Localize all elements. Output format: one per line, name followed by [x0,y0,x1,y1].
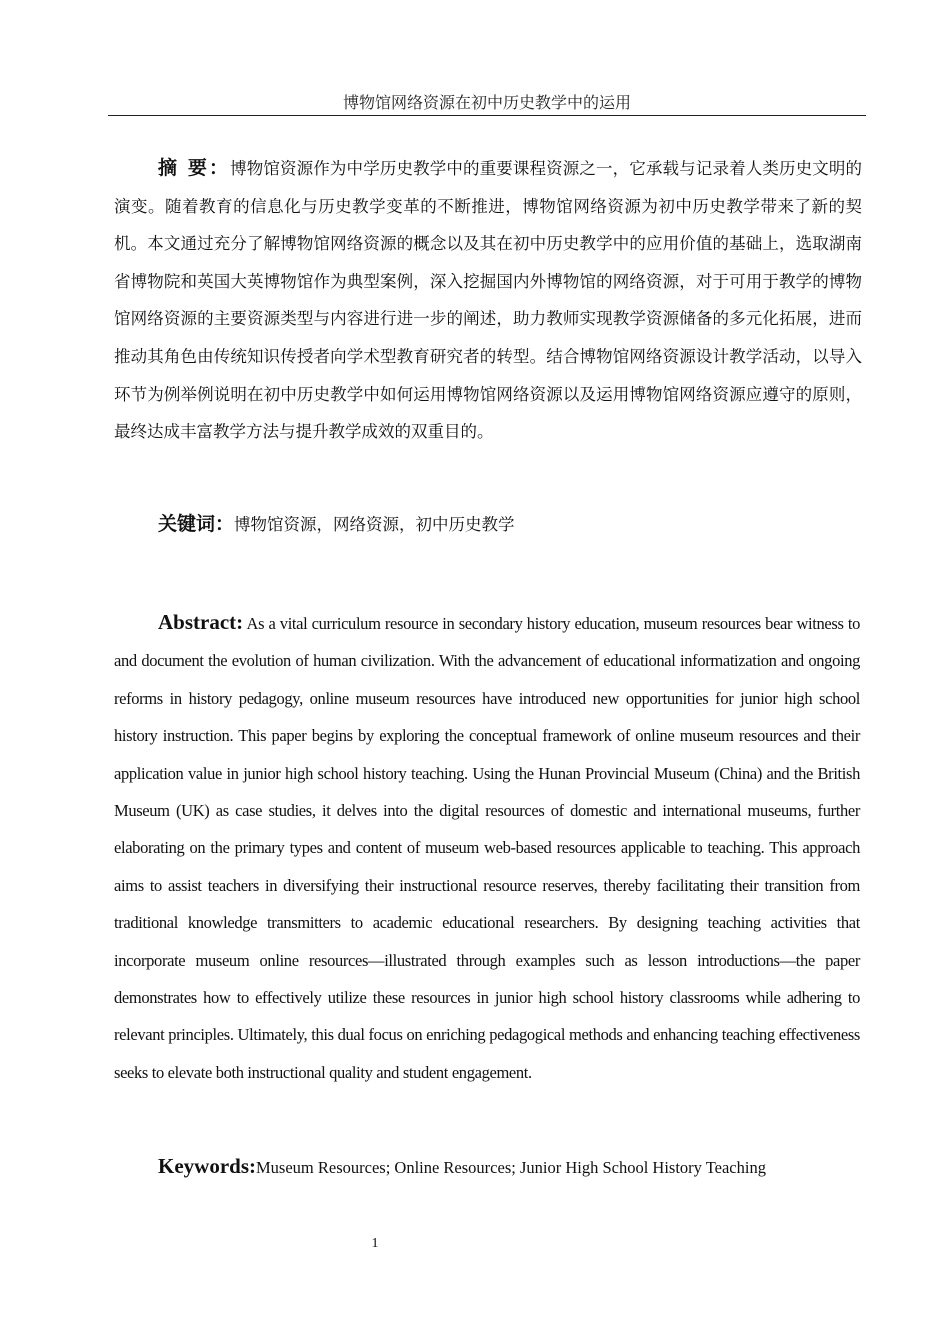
english-abstract-label: Abstract: [158,610,244,634]
chinese-abstract-label: 摘 要： [158,157,231,179]
chinese-abstract [114,150,862,451]
chinese-keywords [158,512,858,537]
english-abstract-text: As a vital curriculum resource in secondary history education, museum resources bear witness to and document the evolution of human civilization. With the advancement of educational informatization and ongoing reforms in history pedagogy, online museum resources have introduced new opportunities for junior high school history instruction. This paper begins by exploring the conceptual framework of online museum resources and their application value in junior high school history teaching. Using the Hunan Provincial Museum (China) and the British Museum (UK) as case studies, it delves into the digital resources of domestic and international museums, further elaborating on the primary types and content of museum web-based resources applicable to teaching. This approach aims to assist teachers in diversifying their instructional resource reserves, thereby facilitating their transition from traditional knowledge transmitters to academic educational researchers. By designing teaching activities that incorporate museum online resources—illustrated through examples such as lesson introductions—the paper demonstrates how to effectively utilize these resources in junior high school history classrooms while adhering to relevant principles. Ultimately, this dual focus on enriching pedagogical methods and enhancing teaching effectiveness seeks to elevate both instructional quality and student engagement. [114,614,860,1082]
page-number: 1 [371,1236,379,1251]
english-keywords-label: Keywords: [158,1154,256,1178]
english-abstract [114,604,860,1091]
header-rule [108,115,866,116]
chinese-keywords-text: 博物馆资源，网络资源，初中历史教学 [234,515,515,534]
chinese-keywords-label: 关键词： [158,513,235,535]
running-header: 博物馆网络资源在初中历史教学中的运用 [342,93,631,112]
english-keywords-text: Museum Resources; Online Resources; Junior High School History Teaching [256,1158,766,1177]
english-keywords [158,1152,878,1182]
chinese-abstract-text: 博物馆资源作为中学历史教学中的重要课程资源之一，它承载与记录着人类历史文明的演变。随着教育的信息化与历史教学变革的不断推进，博物馆网络资源为初中历史教学带来了新的契机。本文通过充分了解博物馆网络资源的概念以及其在初中历史教学中的应用价值的基础上，选取湖南省博物院和英国大英博物馆作为典型案例，深入挖掘国内外博物馆的网络资源，对于可用于教学的博物馆网络资源的主要资源类型与内容进行进一步的阐述，助力教师实现教学资源储备的多元化拓展，进而推动其角色由传统知识传授者向学术型教育研究者的转型。结合博物馆网络资源设计教学活动，以导入环节为例举例说明在初中历史教学中如何运用博物馆网络资源以及运用博物馆网络资源应遵守的原则，最终达成丰富教学方法与提升教学成效的双重目的。 [114,159,862,442]
